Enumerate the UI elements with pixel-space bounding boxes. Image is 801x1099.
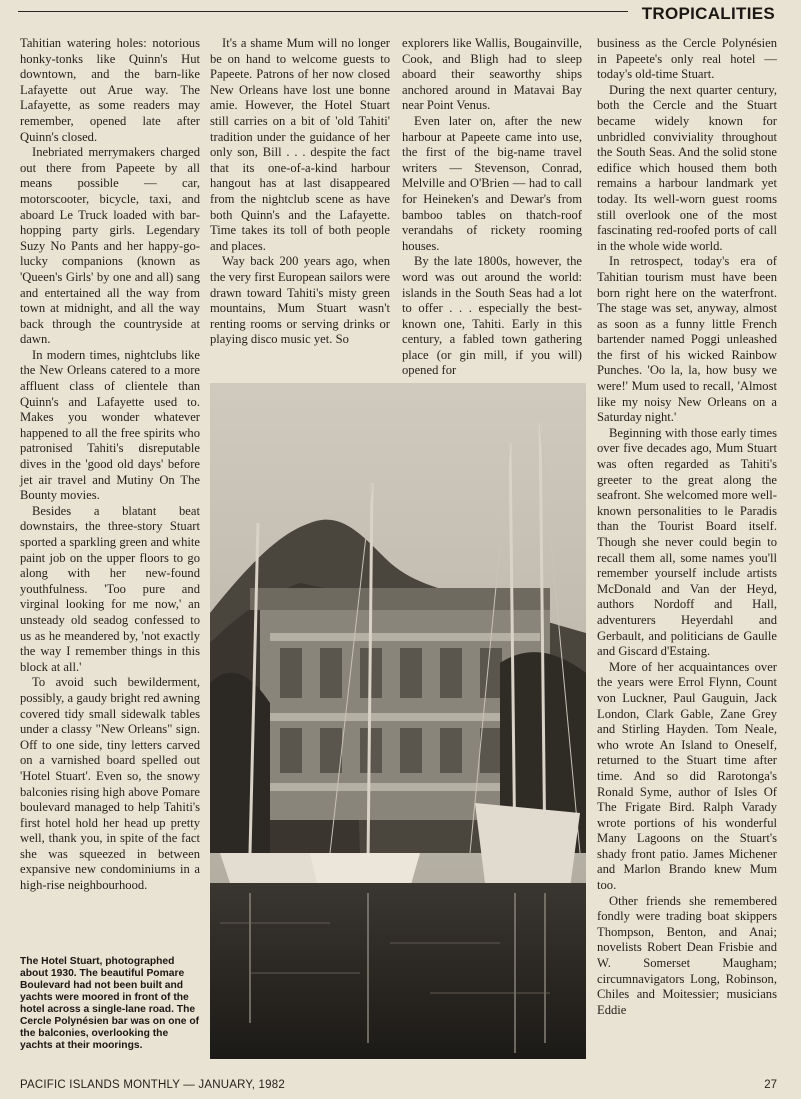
article-paragraph: During the next quarter century, both the Cercle and the Stuart became widely known for unbridled conviviality throughout the South Seas. And the solid stone edifice which housed them both remains a harbour landmark yet today. Its well-worn guest rooms still overlook one of the most fascinating red-roofed ports of call in the whole wide world. — [597, 82, 777, 253]
photo-caption: The Hotel Stuart, photographed about 1930. The beautiful Pomare Boulevard had not been built and yachts were moored in front of the hotel across a single-lane road. The Cercle Polynésien bar was on one of the balconies, overlooking the yachts at their moorings. — [20, 956, 200, 1051]
article-paragraph: Inebriated merrymakers charged out there from Papeete by all means possible — car, motorscooter, bicycle, taxi, and aboard Le Truck loaded with bar-hopping party girls. Legendary Suzy No Pants and her happy-go-lucky companions (known as 'Queen's Girls' by one and all) sang and entertained all the way from town at midnight, and all the way back through the countryside at dawn. — [20, 145, 200, 347]
article-paragraph: business as the Cercle Polynésien in Papeete's only real hotel — today's old-time Stuart. — [597, 36, 777, 82]
hotel-stuart-photo — [210, 383, 586, 1059]
footer-publication: PACIFIC ISLANDS MONTHLY — JANUARY, 1982 — [20, 1079, 285, 1091]
article-paragraph: Way back 200 years ago, when the very first European sailors were drawn toward Tahiti's misty green mountains, Mum Stuart wasn't renting rooms or serving drinks or playing disco music yet. So — [210, 254, 390, 347]
article-paragraph: Besides a blatant beat downstairs, the three-story Stuart sported a sparkling green and white paint job on the upper floors to go along with her new-found youthfulness. 'Too pure and virginal looking for me now,' an unsteady old seadog confessed to us as he meandered by, 'not exactly the way I remember things in this block at all.' — [20, 503, 200, 674]
article-paragraph: In modern times, nightclubs like the New Orleans catered to a more affluent class of clientele than Quinn's and Lafayette used to. Makes you wonder whatever happened to all the free spirits who patronised Tahiti's disreputable dives in the 'good old days' before jet air travel and Mutiny On The Bounty movies. — [20, 347, 200, 503]
section-title: TROPICALITIES — [641, 4, 775, 23]
article-paragraph: To avoid such bewilderment, possibly, a gaudy bright red awning covered tidy small sidewalk tables under a classy "New Orleans" sign. Off to one side, tiny letters carved on a varnished board spelled out 'Hotel Stuart'. Even so, the snowy balconies rising high above Pomare boulevard managed to help Tahiti's first hotel hold her head up pretty well, thank you, in spite of the fact she was squeezed in between expansive new condominiums in a high-rise neighbourhood. — [20, 675, 200, 893]
article-column-2 — [210, 36, 390, 348]
article-paragraph: Beginning with those early times over five decades ago, Mum Stuart was often regarded as Tahiti's greeter to the great along the seafront. She welcomed more well-known personalities to le Paradis than the Tourist Board itself. Though she never could begin to recall them all, some names you'll remember yourself include artists McDonald and Van der Heyd, authors Nordoff and Hall, adventurers Heyerdahl and Gerbault, and politicians de Gaulle and Giscard d'Estaing. — [597, 425, 777, 659]
header-rule — [18, 11, 628, 12]
article-column-4 — [597, 36, 777, 1018]
article-paragraph: More of her acquaintances over the years were Errol Flynn, Count von Luckner, Paul Gauguin, Jack London, Clark Gable, Zane Grey and Stirling Hayden. Tom Neale, who wrote An Island to Oneself, returned to the Stuart time after time. And so did Rarotonga's Ronald Syme, author of Isles Of The Frigate Bird. Ralph Varady wrote portions of his wonderful Many Lagoons on the Stuart's shady front patio. James Michener and Marlon Brando knew Mum too. — [597, 659, 777, 893]
page-number: 27 — [764, 1079, 777, 1091]
article-paragraph: In retrospect, today's era of Tahitian tourism must have been born right here on the waterfront. The stage was set, anyway, almost as soon as a funny little French bartender named Poggi unleashed the first of his wicked Rainbow Punches. 'Oo la, la, how busy we were!' Mum used to recall, 'Almost like my noisy New Orleans on a Saturday night.' — [597, 254, 777, 425]
article-column-3 — [402, 36, 582, 379]
article-paragraph: Even later on, after the new harbour at Papeete came into use, the first of the big-name travel writers — Stevenson, Conrad, Melville and O'Brien — had to call for Heineken's and Dewar's from bamboo tables on thatch-roof verandahs of rickety rooming houses. — [402, 113, 582, 253]
harbour-photo-illustration — [210, 383, 586, 1059]
article-paragraph: It's a shame Mum will no longer be on hand to welcome guests to Papeete. Patrons of her now closed New Orleans have lost une bonne amie. However, the Hotel Stuart still carries on a bit of 'old Tahiti' tradition under the guidance of her only son, Bill . . . despite the fact that its one-of-a-kind harbour hangout has at last disappeared from the nightclub scene as have both Quinn's and the Lafayette. Time takes its toll of both people and places. — [210, 36, 390, 253]
article-paragraph: Tahitian watering holes: notorious honky-tonks like Quinn's Hut downtown, and the barn-like Lafayette out Arue way. The Lafayette, as some readers may remember, opened late after Quinn's closed. — [20, 36, 200, 144]
article-column-1 — [20, 36, 200, 894]
article-paragraph: Other friends she remembered fondly were trading boat skippers Thompson, Benton, and Anai; novelists Robert Dean Frisbie and W. Somerset Maugham; circumnavigators Long, Robinson, Chiles and Moitessier; musicians Eddie — [597, 893, 777, 1017]
article-paragraph: By the late 1800s, however, the word was out around the world: islands in the South Seas had a lot to offer . . . especially the best-known one, Tahiti. Early in this century, a fabled town gathering place (or gin mill, if you will) opened for — [402, 254, 582, 378]
article-paragraph: explorers like Wallis, Bougainville, Cook, and Bligh had to sleep aboard their seaworthy ships anchored around in Matavai Bay near Point Venus. — [402, 36, 582, 113]
